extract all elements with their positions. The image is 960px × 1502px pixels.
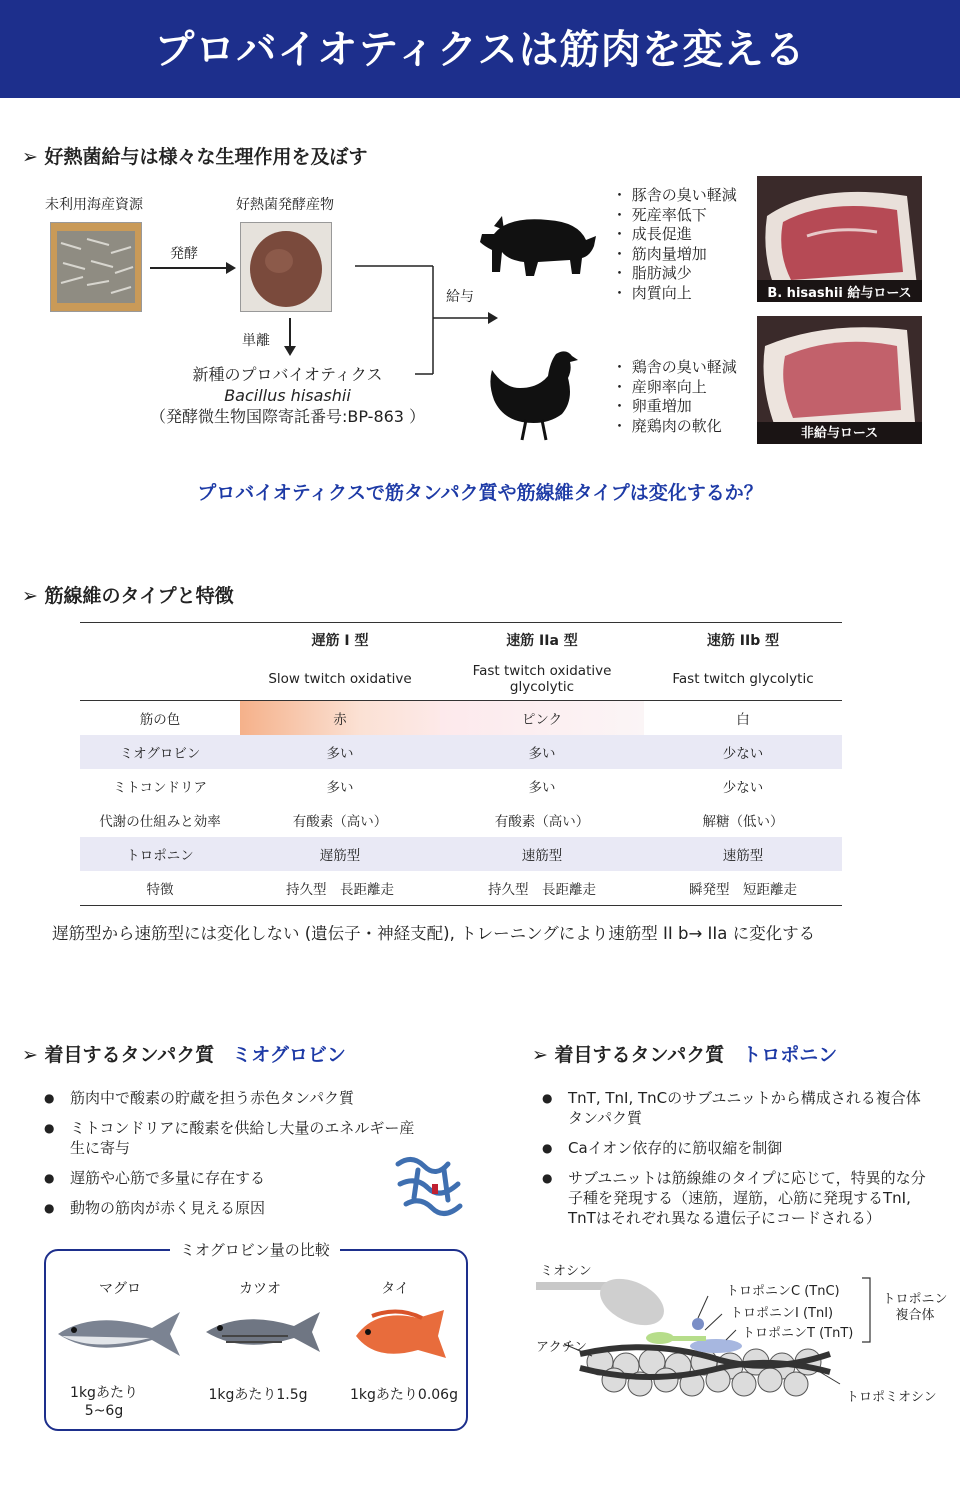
table-cell: 解糖（低い） — [702, 814, 784, 830]
troponin-highlight: トロポニン — [742, 1044, 838, 1066]
tni-subunit — [692, 1318, 704, 1330]
section1-heading: ➢ 好熱菌給与は様々な生理作用を及ぼす — [22, 146, 368, 168]
chicken-icon — [486, 348, 582, 444]
page-title: プロバイオティクスは筋肉を変える — [154, 27, 806, 73]
probiotic-line1: 新種のプロバイオティクス — [192, 365, 383, 384]
row-label: 特徴 — [146, 882, 174, 898]
column-header: 速筋 IIb 型 — [706, 633, 780, 649]
list-item: ・ 鶏舎の臭い軽減 — [612, 358, 737, 376]
chevron-right-icon: ➢ — [22, 1044, 45, 1066]
table-cell: 白 — [736, 712, 750, 728]
fish-myoglobin-amount: 1kgあたり1.5g — [208, 1387, 308, 1403]
table-row — [80, 769, 842, 803]
column-subheader: Fast twitch glycolytic — [672, 671, 814, 687]
table-cell: 多い — [240, 735, 440, 769]
list-item: ● 遅筋や心筋で多量に存在する — [44, 1168, 424, 1188]
tnc-label: トロポニンC (TnC) — [726, 1284, 840, 1299]
fish-name: カツオ — [239, 1281, 281, 1297]
row-label: トロポニン — [80, 837, 240, 871]
isolate-label: 単離 — [242, 333, 270, 349]
sea-bream-icon — [352, 1306, 452, 1362]
table-cell: 少ない — [644, 735, 842, 769]
table-cell: 多い — [528, 780, 556, 796]
comparison-box-title: ミオグロビン量の比較 — [170, 1239, 340, 1260]
list-item: ・ 脂肪減少 — [612, 264, 692, 282]
tropomyosin-label: トロポミオシン — [846, 1390, 937, 1405]
table-cell: 赤 — [240, 701, 440, 736]
list-item: ● 筋肉中で酸素の貯蔵を担う赤色タンパク質 — [44, 1088, 424, 1108]
row-label: ミオグロビン — [80, 735, 240, 769]
tni-label: トロポニンI (TnI) — [730, 1306, 834, 1321]
unfed-loin-caption: 非給与ロース — [800, 426, 879, 441]
column-header: 遅筋 I 型 — [311, 633, 369, 649]
list-item: ● Caイオン依存的に筋収縮を制御 — [542, 1138, 930, 1158]
table-cell: 遅筋型 — [240, 837, 440, 871]
table-cell: 多い — [326, 780, 354, 796]
fed-loin-caption: B. hisashii 給与ロース — [767, 286, 912, 301]
chicken-effects-list — [612, 358, 737, 436]
list-item: ・ 筋肉量増加 — [612, 244, 707, 263]
tuna-icon — [54, 1306, 186, 1362]
table-cell: 多い — [440, 735, 644, 769]
troponin-complex-label: トロポニン 複合体 — [882, 1292, 948, 1323]
list-item: ・ 肉質向上 — [612, 283, 692, 302]
complex-bracket — [862, 1276, 874, 1346]
list-item: ・ 豚舎の臭い軽減 — [612, 186, 737, 204]
pig-effects-list — [612, 186, 737, 303]
fiber-note: 遅筋型から速筋型には変化しない (遺伝子・神経支配), トレーニングにより速筋型 II b→ IIa に変化する — [52, 924, 816, 943]
table-cell: 速筋型 — [644, 837, 842, 871]
probiotic-species: Bacillus hisashii — [224, 386, 351, 405]
tnc-subunit — [646, 1332, 674, 1344]
chevron-right-icon: ➢ — [532, 1044, 555, 1066]
myosin-label: ミオシン — [540, 1264, 592, 1279]
pig-icon — [478, 212, 600, 278]
table-row — [80, 871, 842, 906]
feed-label: 給与 — [446, 289, 474, 305]
column-subheader: Slow twitch oxidative — [268, 671, 412, 687]
myoglobin-bullets — [44, 1088, 424, 1228]
table-subheader-row — [80, 658, 842, 701]
section3-heading: ➢ 着目するタンパク質 ミオグロビン — [22, 1044, 346, 1066]
list-item: ● 動物の筋肉が赤く見える原因 — [44, 1198, 424, 1218]
table-corner — [80, 622, 240, 658]
chevron-right-icon: ➢ — [22, 585, 45, 607]
table-header-row — [80, 622, 842, 658]
fish-name: タイ — [381, 1281, 409, 1297]
skipjack-icon — [202, 1306, 326, 1358]
column-header: 速筋 IIa 型 — [506, 633, 578, 649]
product-label: 好熱菌発酵産物 — [236, 197, 334, 213]
table-cell: 有酸素（高い） — [292, 814, 388, 830]
list-item: ・ 成長促進 — [612, 225, 692, 243]
list-item: ● ミトコンドリアに酸素を供給し大量のエネルギー産生に寄与 — [44, 1118, 424, 1158]
research-question: プロバイオティクスで筋タンパク質や筋線維タイプは変化するか？ — [197, 482, 763, 504]
myoglobin-highlight: ミオグロビン — [232, 1044, 346, 1066]
table-cell: 持久型 長距離走 — [286, 882, 394, 898]
section4-heading: ➢ 着目するタンパク質 トロポニン — [532, 1044, 838, 1066]
list-item: ・ 死産率低下 — [612, 205, 707, 224]
row-label: 筋の色 — [139, 712, 181, 728]
row-label: ミトコンドリア — [113, 780, 207, 796]
table-cell: 速筋型 — [440, 837, 644, 871]
table-cell: 有酸素（高い） — [494, 814, 590, 830]
probiotic-deposit: （発酵微生物国際寄託番号:BP-863 ） — [150, 407, 426, 426]
table-cell: ピンク — [440, 701, 644, 736]
tnt-subunit — [690, 1339, 742, 1353]
arrow-down-icon — [280, 318, 300, 356]
tnt-label: トロポニンT (TnT) — [742, 1326, 854, 1341]
myosin-head — [593, 1270, 672, 1335]
fish-myoglobin-amount: 1kgあたり0.06g — [350, 1387, 458, 1403]
troponin-bullets — [542, 1088, 930, 1238]
feed-bracket — [355, 260, 500, 380]
fish-myoglobin-amount: 1kgあたり 5~6g — [70, 1385, 138, 1419]
list-item: ・ 卵重増加 — [612, 397, 692, 415]
fermented-product-image — [240, 222, 332, 312]
fish-name: マグロ — [99, 1281, 141, 1297]
table-row — [80, 701, 842, 736]
section2-heading: ➢ 筋線維のタイプと特徴 — [22, 585, 234, 607]
chevron-right-icon: ➢ — [22, 146, 45, 168]
resource-label: 未利用海産資源 — [45, 197, 143, 213]
table-row — [80, 803, 842, 837]
table-cell: 持久型 長距離走 — [488, 882, 596, 898]
myoglobin-structure-icon — [388, 1148, 470, 1230]
actin-label: アクチン — [536, 1340, 587, 1355]
arrow-right-icon — [150, 258, 236, 278]
table-row — [80, 837, 842, 871]
table-row — [80, 735, 842, 769]
ferment-label: 発酵 — [170, 246, 198, 262]
table-cell: 少ない — [722, 780, 764, 796]
list-item: ・ 産卵率向上 — [612, 377, 707, 396]
row-label: 代謝の仕組みと効率 — [99, 814, 221, 830]
fiber-type-table — [80, 622, 842, 906]
fish-crate-image — [50, 222, 142, 312]
list-item: ● サブユニットは筋線維のタイプに応じて，特異的な分子種を発現する（速筋，遅筋，心筋に発現するTnI, TnTはそれぞれ異なる遺伝子にコードされる） — [542, 1168, 930, 1228]
list-item: ● TnT, TnI, TnCのサブユニットから構成される複合体タンパク質 — [542, 1088, 930, 1128]
table-cell: 瞬発型 短距離走 — [689, 882, 797, 898]
list-item: ・ 廃鶏肉の軟化 — [612, 416, 722, 435]
column-subheader: Fast twitch oxidative glycolytic — [472, 663, 612, 695]
